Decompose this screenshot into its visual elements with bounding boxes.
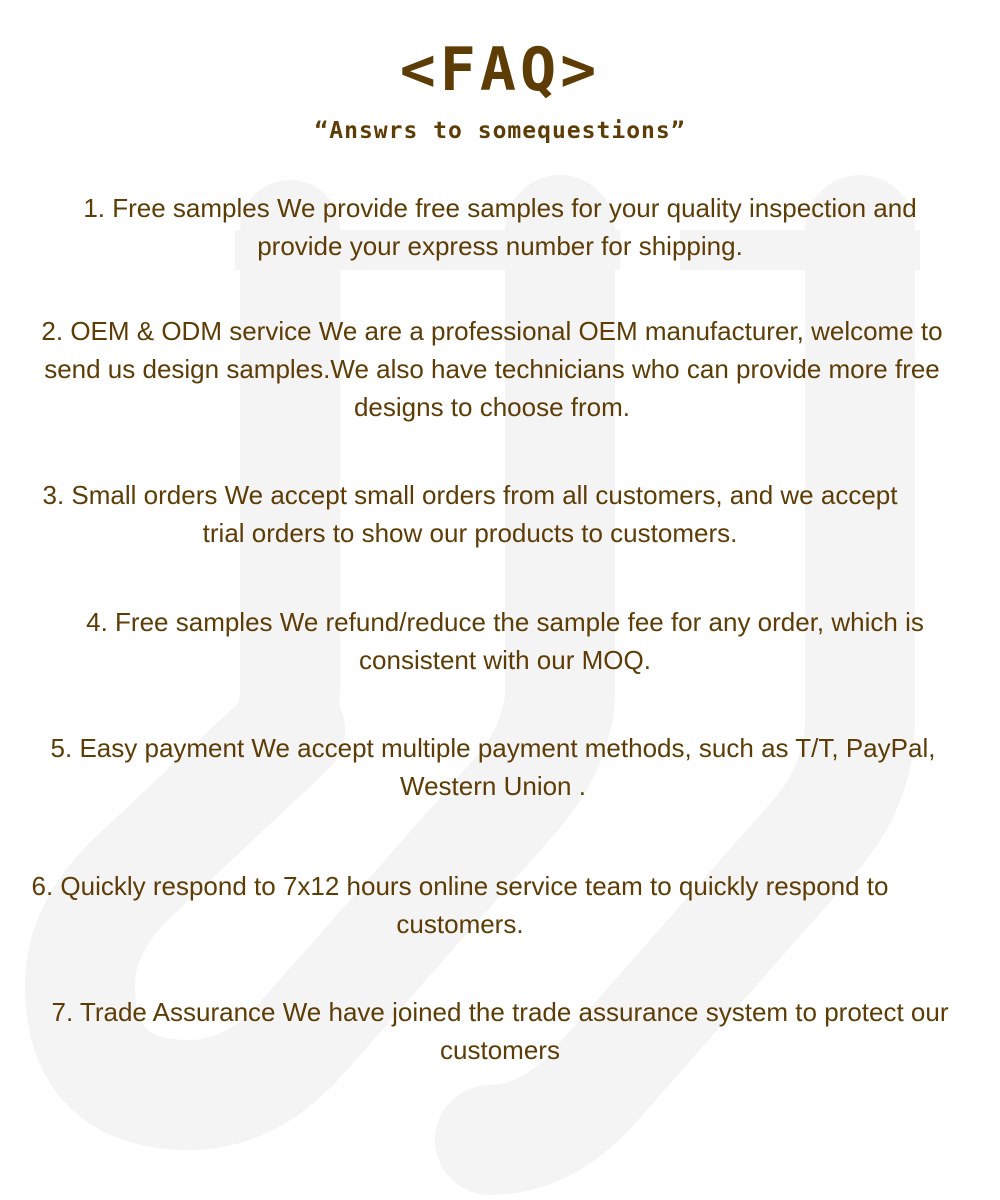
faq-item-easy-payment: 5. Easy payment We accept multiple payment methods, such as T/T, PayPal, Western Union . [50,733,936,801]
faq-item-small-orders: 3. Small orders We accept small orders from all customers, and we accept trial orders to show our products to customers. [42,480,898,548]
faq-item-free-samples: 1. Free samples We provide free samples for your quality inspection and provide your express number for shipping. [83,193,917,261]
faq-item-trade-assurance: 7. Trade Assurance We have joined the trade assurance system to protect our customers [51,997,949,1065]
faq-item-oem-odm-service: 2. OEM & ODM service We are a professional OEM manufacturer, welcome to send us design samples.We also have technicians who can provide more free designs to choose from. [41,316,943,422]
faq-item-quick-response: 6. Quickly respond to 7x12 hours online service team to quickly respond to customers. [31,871,889,939]
page-subtitle: “Answrs to somequestions” [314,118,686,144]
page-title: <FAQ> [399,35,601,105]
faq-item-sample-fee-refund: 4. Free samples We refund/reduce the sample fee for any order, which is consistent with our MOQ. [86,607,924,675]
